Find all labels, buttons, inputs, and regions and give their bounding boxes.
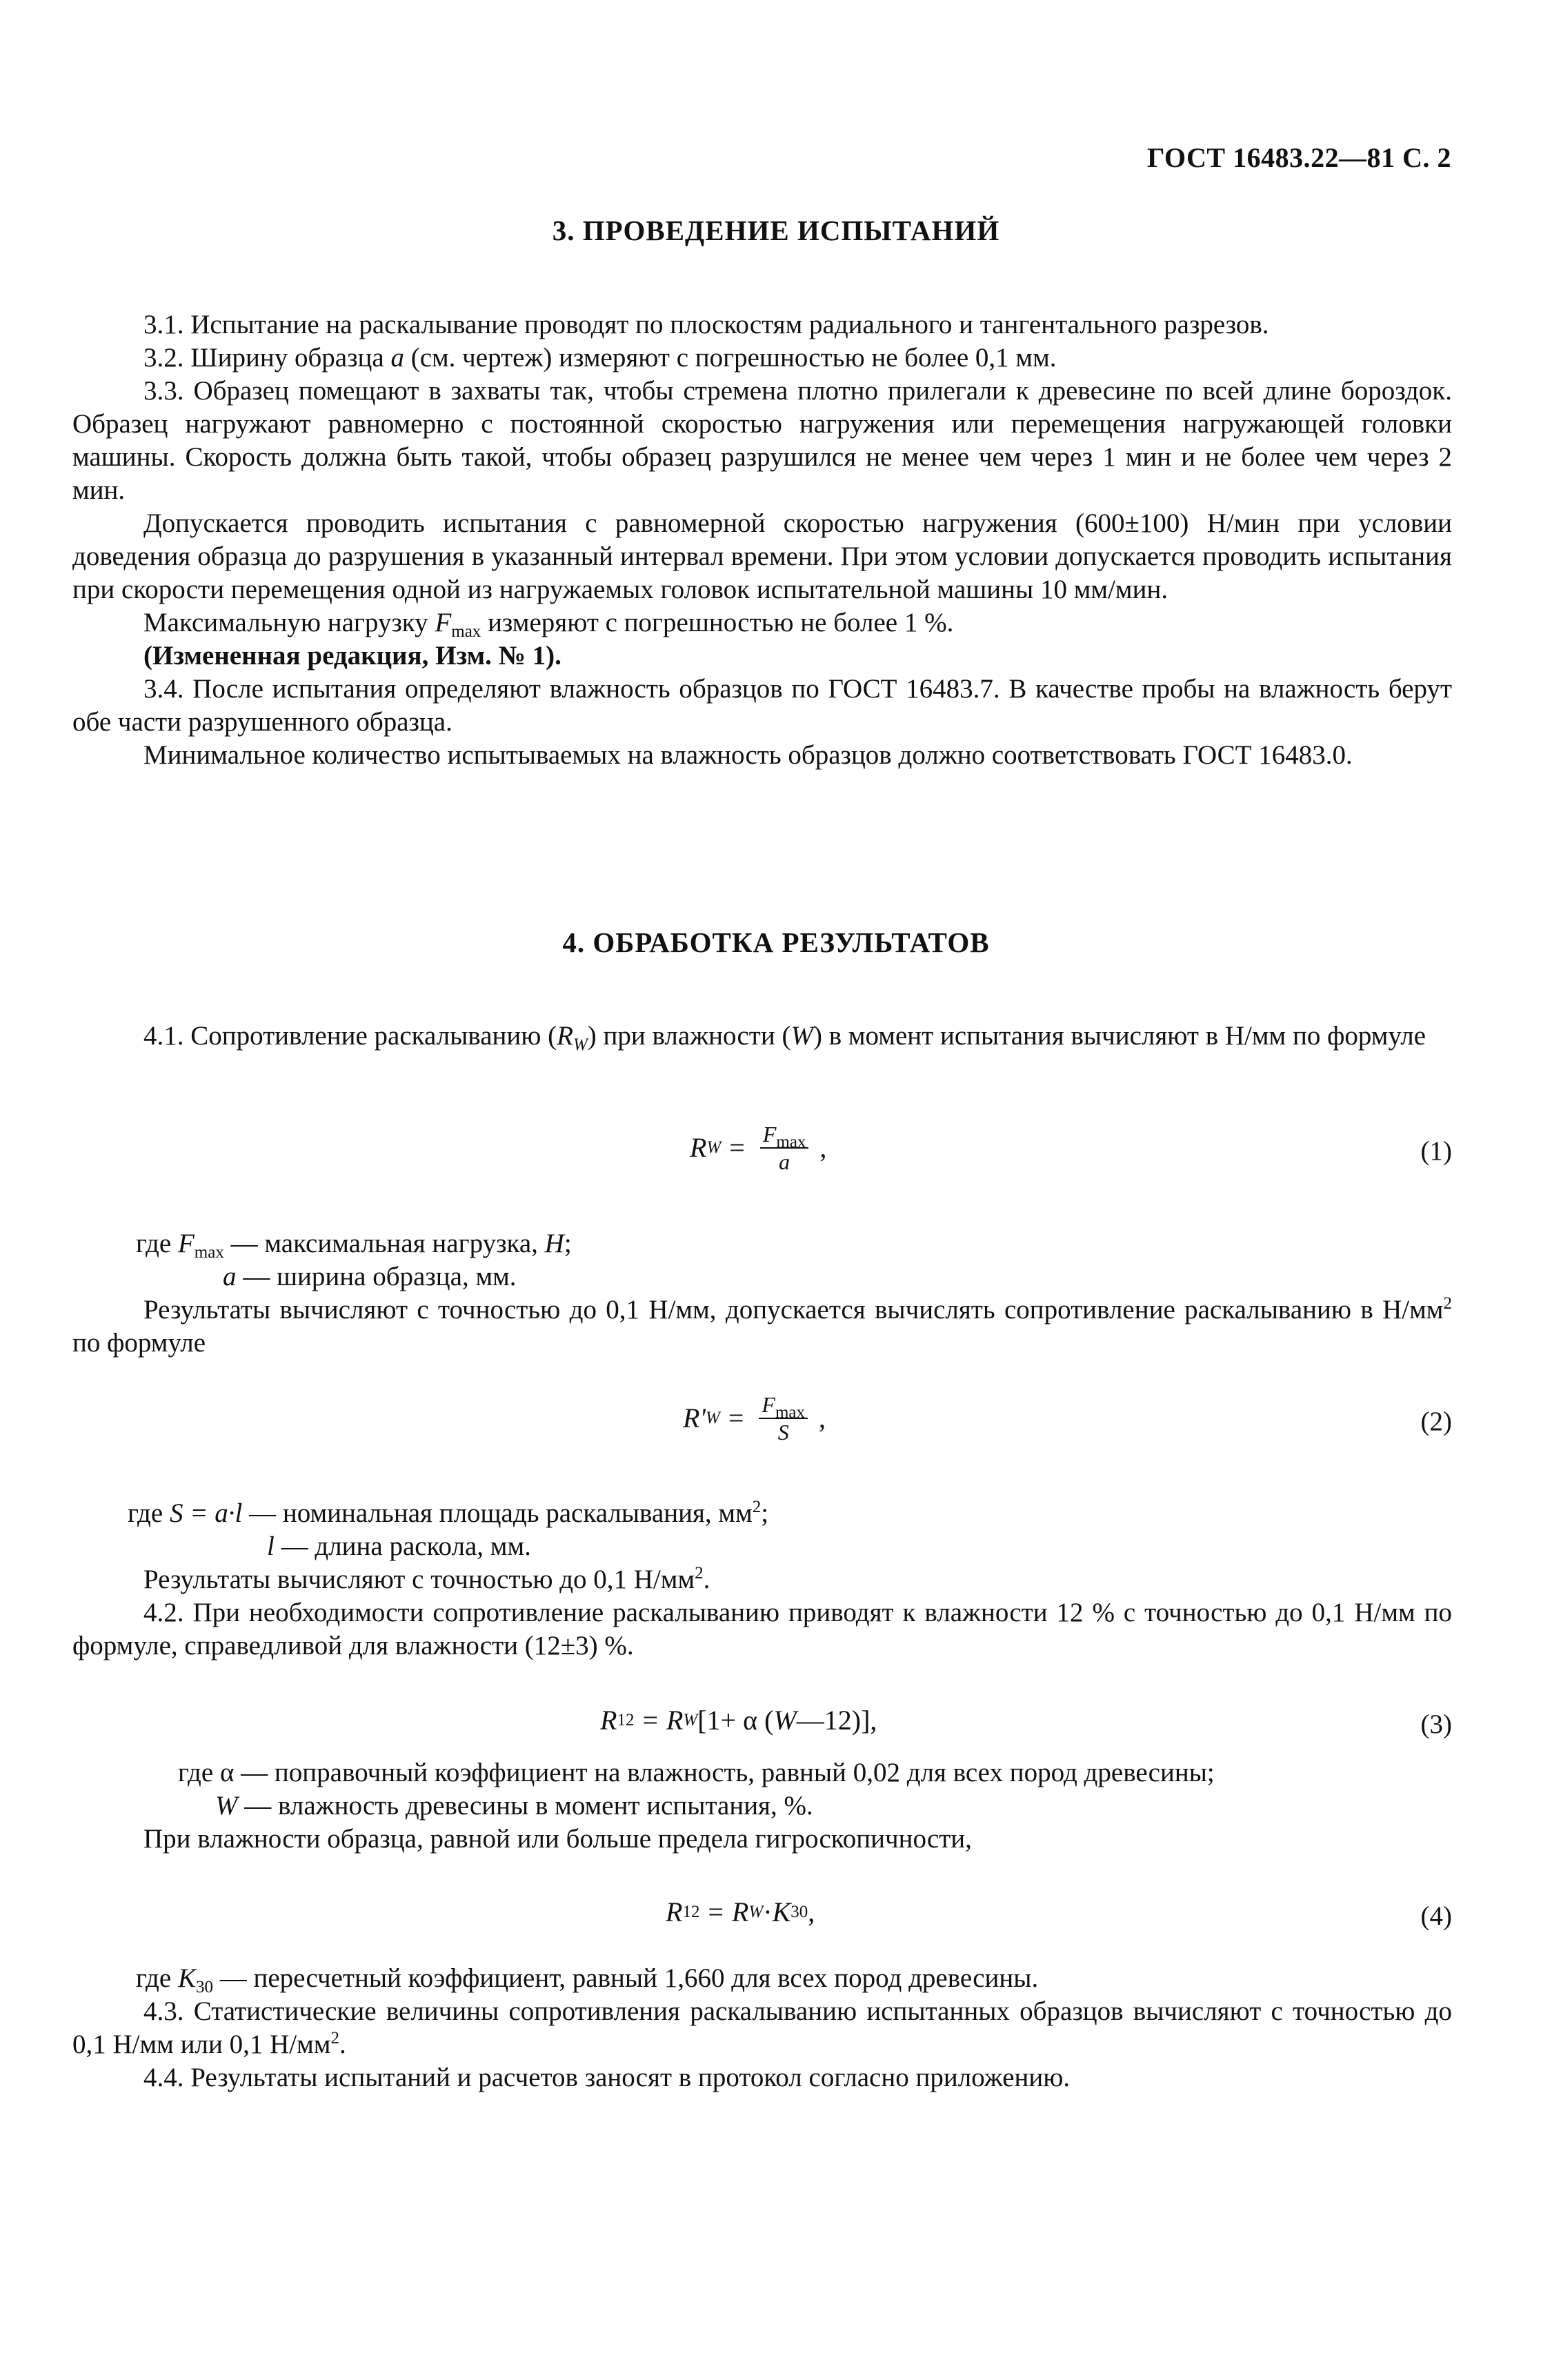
fraction: $\frac{F_{max}}{S}$ — [759, 1391, 808, 1445]
paragraph-3-4: 3.4. После испытания определяют влажность образцов по ГОСТ 16483.7. В качестве пробы на влажность берут обе части разрушенного образца. — [72, 674, 1452, 737]
formula-number: (1) — [1420, 1136, 1452, 1166]
formula-1: R W = $\frac{F_{max}}{a}$ , (1) — [690, 1122, 1452, 1174]
formula-3-legend: где α — поправочный коэффициент на влажность, равный 0,02 для всех пород древесины; W — влажность древесины в момент испытания, %. При влажности образца, равной или больше предела гигроскопичности, — [72, 1756, 1452, 1856]
formula-number: (4) — [1420, 1901, 1452, 1931]
formula-1-legend: где $F_{max}$ — максимальная нагрузка, Н; a — ширина образца, мм. Результаты вычисляют с точностью до 0,1 Н/мм, допускается вычислять сопротивление раскалыванию в $Н/мм^2$ по формуле — [72, 1227, 1452, 1360]
fraction: $\frac{F_{max}}{a}$ — [760, 1121, 809, 1175]
formula-3: R 12 = R W [1+ α ( W —12)], (3) — [0, 1704, 1552, 1780]
paragraph-results-precision: Результаты вычисляют с точностью до 0,1 Н/мм, допускается вычислять сопротивление раскалыванию в $Н/мм^2$ по формуле — [72, 1294, 1452, 1358]
amendment-note: (Измененная редакция, Изм. № 1). — [143, 641, 561, 671]
paragraph-3-4-min: Минимальное количество испытываемых на влажность образцов должно соответствовать ГОСТ 16483.0. — [143, 740, 1353, 770]
paragraph-3-3-allowance: Допускается проводить испытания с равномерной скоростью нагружения (600±100) Н/мин при условии доведения образца до разрушения в указанный интервал времени. При этом условии допускается проводить испытания при скорости перемещения одной из нагружаемых головок испытательной машины 10 мм/мин. — [72, 508, 1452, 604]
paragraph-4-1: 4.1. Сопротивление раскалыванию $(R_W)$ при влажности (W) в момент испытания вычисляют в Н/мм по формуле — [143, 1021, 1426, 1054]
formula-2-legend: где S = a·l — номинальная площадь раскалывания, $мм^2$; l — длина раскола, мм. Результаты вычисляют с точностью до 0,1 $Н/мм^2$. 4.2. При необходимости сопротивление раскалыванию приводят к влажности 12 % с точностью до 0,1 Н/мм по формуле, справедливой для влажности (12±3) %. — [72, 1497, 1452, 1663]
page-header: ГОСТ 16483.22—81 С. 2 — [1146, 142, 1451, 173]
paragraph-4-4: 4.4. Результаты испытаний и расчетов заносят в протокол согласно приложению. — [143, 2063, 1071, 2092]
paragraph-results-precision-2: Результаты вычисляют с точностью до 0,1 $Н/мм^2$. — [143, 1564, 710, 1594]
paragraph-3-1: 3.1. Испытание на раскалывание проводят по плоскостям радиального и тангентального разрезов. — [143, 310, 1269, 339]
paragraph-max-load: Максимальную нагрузку $F_{max}$ измеряют с погрешностью не более 1 %. — [143, 608, 954, 641]
formula-number: (3) — [1420, 1709, 1452, 1739]
section-3-body — [72, 308, 1452, 772]
formula-2: R' W = $\frac{F_{max}}{S}$ , (2) — [683, 1392, 1452, 1445]
paragraph-4-2: 4.2. При необходимости сопротивление раскалыванию приводят к влажности 12 % с точностью до 0,1 Н/мм по формуле, справедливой для влажности (12±3) %. — [72, 1598, 1452, 1660]
section-4-title: 4. ОБРАБОТКА РЕЗУЛЬТАТОВ — [562, 926, 990, 958]
formula-4: R 12 = R W · K 30 , (4) — [0, 1896, 1552, 1972]
formula-4-legend: где $K_{30}$ — пересчетный коэффициент, равный 1,660 для всех пород древесины. 4.3. Статистические величины сопротивления раскалыванию испытанных образцов вычисляют с точностью до 0,1 Н/мм или 0,1 $Н/мм^2$. 4.4. Результаты испытаний и расчетов заносят в протокол согласно приложению. — [72, 1962, 1452, 2094]
paragraph-3-2: 3.2. Ширину образца a (см. чертеж) измеряют с погрешностью не более 0,1 мм. — [143, 343, 1057, 373]
paragraph-3-3: 3.3. Образец помещают в захваты так, чтобы стремена плотно прилегали к древесине по всей длине бороздок. Образец нагружают равномерно с постоянной скоростью нагружения или перемещения нагружающей головки машины. Скорость должна быть такой, чтобы образец разрушился не менее чем через 1 мин и не более чем через 2 мин. — [72, 376, 1452, 505]
paragraph-hygroscopic: При влажности образца, равной или больше предела гигроскопичности, — [143, 1824, 972, 1854]
section-3-title: 3. ПРОВЕДЕНИЕ ИСПЫТАНИЙ — [552, 215, 1000, 246]
formula-number: (2) — [1420, 1407, 1452, 1436]
paragraph-4-3: 4.3. Статистические величины сопротивления раскалыванию испытанных образцов вычисляют с точностью до 0,1 Н/мм или 0,1 $Н/мм^2$. — [72, 1996, 1452, 2059]
